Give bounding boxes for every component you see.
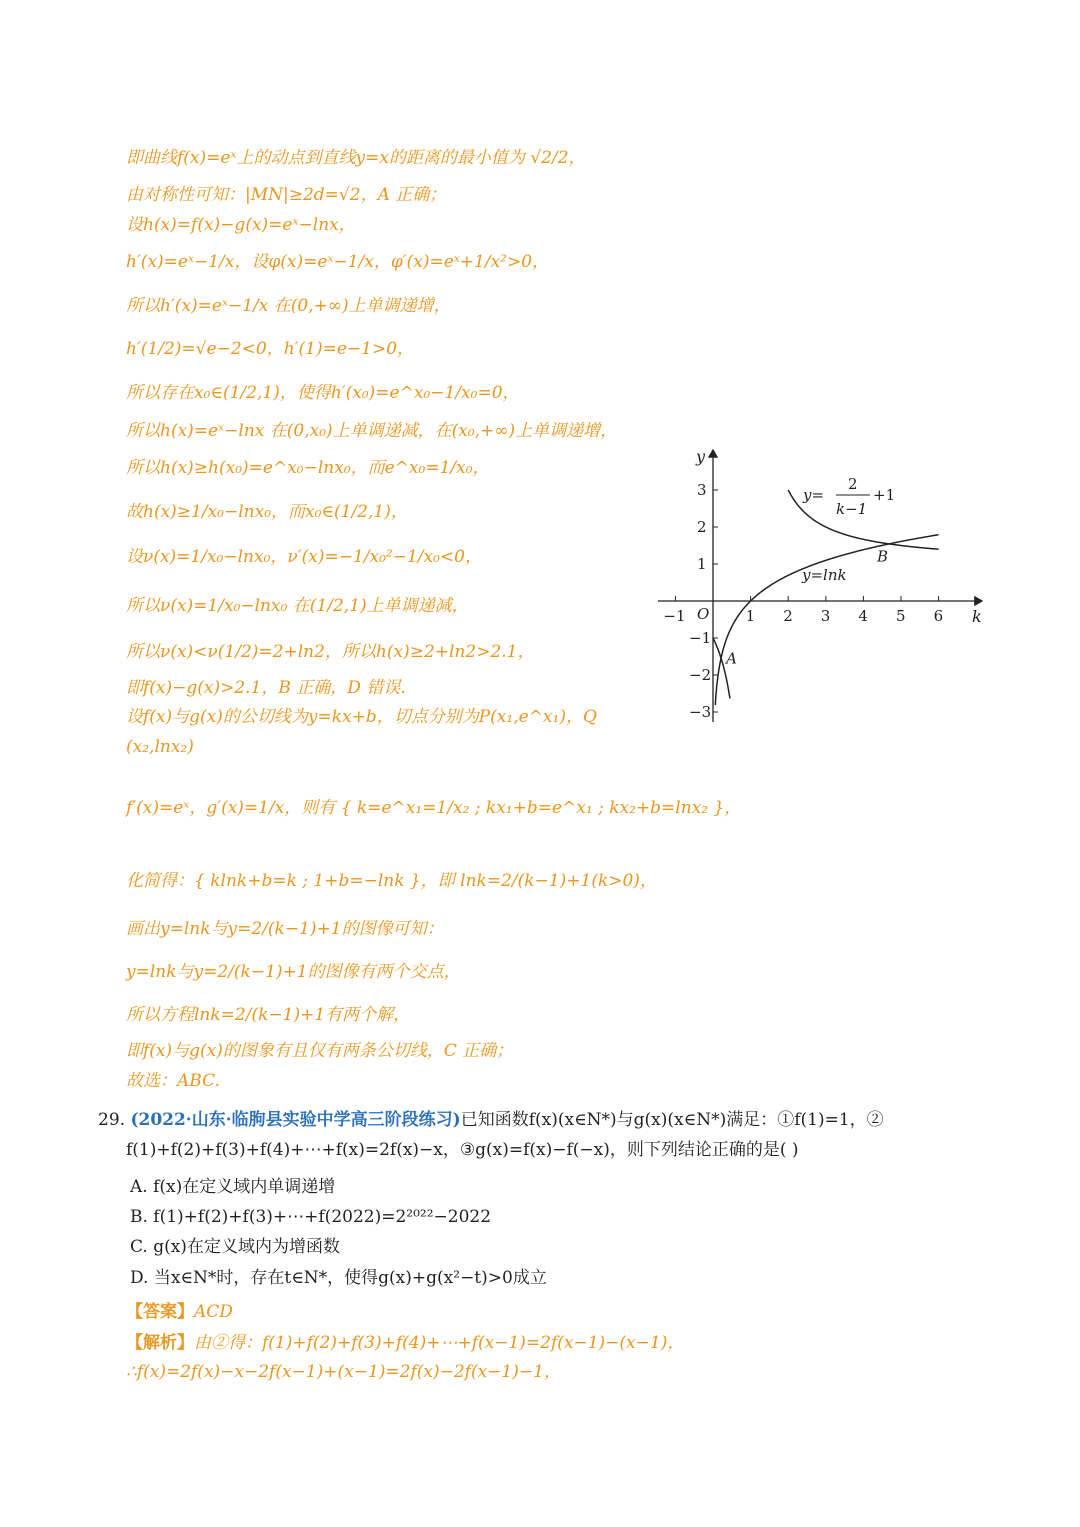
function-graph (650, 440, 995, 730)
solution-line: 故h(x)≥1/x₀−lnx₀，而x₀∈(1/2,1)， (126, 502, 408, 522)
answer-value: ACD (194, 1302, 233, 1322)
solution-line: 故选：ABC. (126, 1071, 220, 1091)
solution-line: f′(x)=eˣ，g′(x)=1/x，则有 { k=e^x₁=1/x₂ ; kx₁+b=e^x₁ ; kx₂+b=lnx₂ }， (126, 798, 742, 818)
solution-line: 设ν(x)=1/x₀−lnx₀，ν′(x)=−1/x₀²−1/x₀<0， (126, 547, 482, 567)
solution-line: 设h(x)=f(x)−g(x)=eˣ−lnx， (126, 215, 356, 235)
x-tick-label: 4 (858, 607, 868, 625)
point-A-label: A (726, 649, 737, 668)
analysis-label: 【解析】 (126, 1333, 194, 1353)
solution-line: 所以h(x)≥h(x₀)=e^x₀−lnx₀，而e^x₀=1/x₀， (126, 458, 490, 478)
log-curve-label: y=lnk (802, 566, 847, 584)
x-tick-label: 6 (933, 607, 944, 625)
point-B-label: B (876, 547, 888, 566)
y-tick-label: −2 (689, 666, 712, 684)
answer-line (126, 1300, 233, 1324)
y-tick-label: −3 (689, 703, 712, 721)
solution-line: y=lnk与y=2/(k−1)+1的图像有两个交点， (126, 962, 461, 982)
solution-line: 设f(x)与g(x)的公切线为y=kx+b，切点分别为P(x₁,e^x₁)，Q (126, 707, 597, 727)
question-29-stem-line1 (98, 1108, 884, 1132)
hyperbola-label (802, 475, 895, 518)
x-tick-label: 1 (745, 607, 756, 625)
x-tick-label: 5 (896, 607, 906, 625)
origin-label: O (697, 605, 710, 623)
option-A: A. f(x)在定义域内单调递增 (130, 1177, 336, 1197)
solution-line: 即曲线f(x)=eˣ上的动点到直线y=x的距离的最小值为 √2/2， (126, 148, 586, 168)
question-number: 29. (98, 1110, 126, 1130)
analysis-line-1 (126, 1331, 684, 1355)
y-tick-label: −1 (689, 629, 712, 647)
x-tick-label: −1 (663, 607, 686, 625)
solution-line: 由对称性可知：|MN|≥2d=√2，A 正确； (126, 185, 447, 205)
y-axis-label: y (696, 447, 706, 466)
analysis-text-1: 由②得：f(1)+f(2)+f(3)+f(4)+⋯+f(x−1)=2f(x−1)−(x−1)， (194, 1333, 685, 1353)
solution-line: 画出y=lnk与y=2/(k−1)+1的图像可知： (126, 919, 444, 939)
option-C: C. g(x)在定义域内为增函数 (130, 1237, 340, 1257)
solution-line: 即f(x)与g(x)的图象有且仅有两条公切线，C 正确； (126, 1041, 514, 1061)
option-B: B. f(1)+f(2)+f(3)+⋯+f(2022)=2²⁰²²−2022 (130, 1207, 492, 1227)
answer-label: 【答案】 (126, 1302, 194, 1322)
solution-line: 所以h′(x)=eˣ−1/x 在(0,+∞)上单调递增， (126, 296, 451, 316)
curve-hyperbola-left (713, 638, 730, 699)
question-29-stem-line2: f(1)+f(2)+f(3)+f(4)+⋯+f(x)=2f(x)−x，③g(x)=f(x)−f(−x)，则下列结论正确的是( ) (126, 1140, 799, 1160)
hyperbola-label-y: y= (803, 486, 825, 504)
x-tick-label: 2 (783, 607, 793, 625)
question-source: (2022·山东·临朐县实验中学高三阶段练习) (130, 1110, 461, 1130)
solution-line: (x₂,lnx₂) (126, 737, 194, 757)
solution-line: 所以ν(x)=1/x₀−lnx₀ 在(1/2,1)上单调递减， (126, 596, 469, 616)
hyperbola-label-tail: +1 (873, 486, 896, 504)
solution-line: 所以存在x₀∈(1/2,1)，使得h′(x₀)=e^x₀−1/x₀=0， (126, 383, 520, 403)
hyperbola-label-num: 2 (848, 475, 858, 493)
solution-line: h′(x)=eˣ−1/x，设φ(x)=eˣ−1/x，φ′(x)=eˣ+1/x²>0， (126, 252, 550, 272)
solution-line: h′(1/2)=√e−2<0，h′(1)=e−1>0， (126, 339, 415, 359)
y-tick-label: 3 (697, 481, 707, 499)
x-axis-label: k (972, 607, 982, 626)
solution-line: 所以ν(x)<ν(1/2)=2+ln2，所以h(x)≥2+ln2>2.1， (126, 642, 535, 662)
x-tick-label: 3 (820, 607, 831, 625)
option-D: D. 当x∈N*时，存在t∈N*，使得g(x)+g(x²−t)>0成立 (130, 1268, 547, 1288)
solution-line: 化简得：{ klnk+b=k ; 1+b=−lnk }，即 lnk=2/(k−1)+1(k>0)， (126, 871, 657, 891)
hyperbola-label-den: k−1 (836, 500, 868, 518)
question-stem-1: 已知函数f(x)(x∈N*)与g(x)(x∈N*)满足：①f(1)=1，② (460, 1110, 884, 1130)
solution-line: 所以方程lnk=2/(k−1)+1有两个解， (126, 1005, 411, 1025)
solution-line: 所以h(x)=eˣ−lnx 在(0,x₀)上单调递减，在(x₀,+∞)上单调递增， (126, 421, 618, 441)
analysis-line-2: ∴f(x)=2f(x)−x−2f(x−1)+(x−1)=2f(x)−2f(x−1)−1， (126, 1362, 561, 1382)
solution-line: 即f(x)−g(x)>2.1，B 正确，D 错误. (126, 678, 406, 698)
y-tick-label: 1 (697, 555, 707, 573)
y-tick-label: 2 (697, 518, 707, 536)
